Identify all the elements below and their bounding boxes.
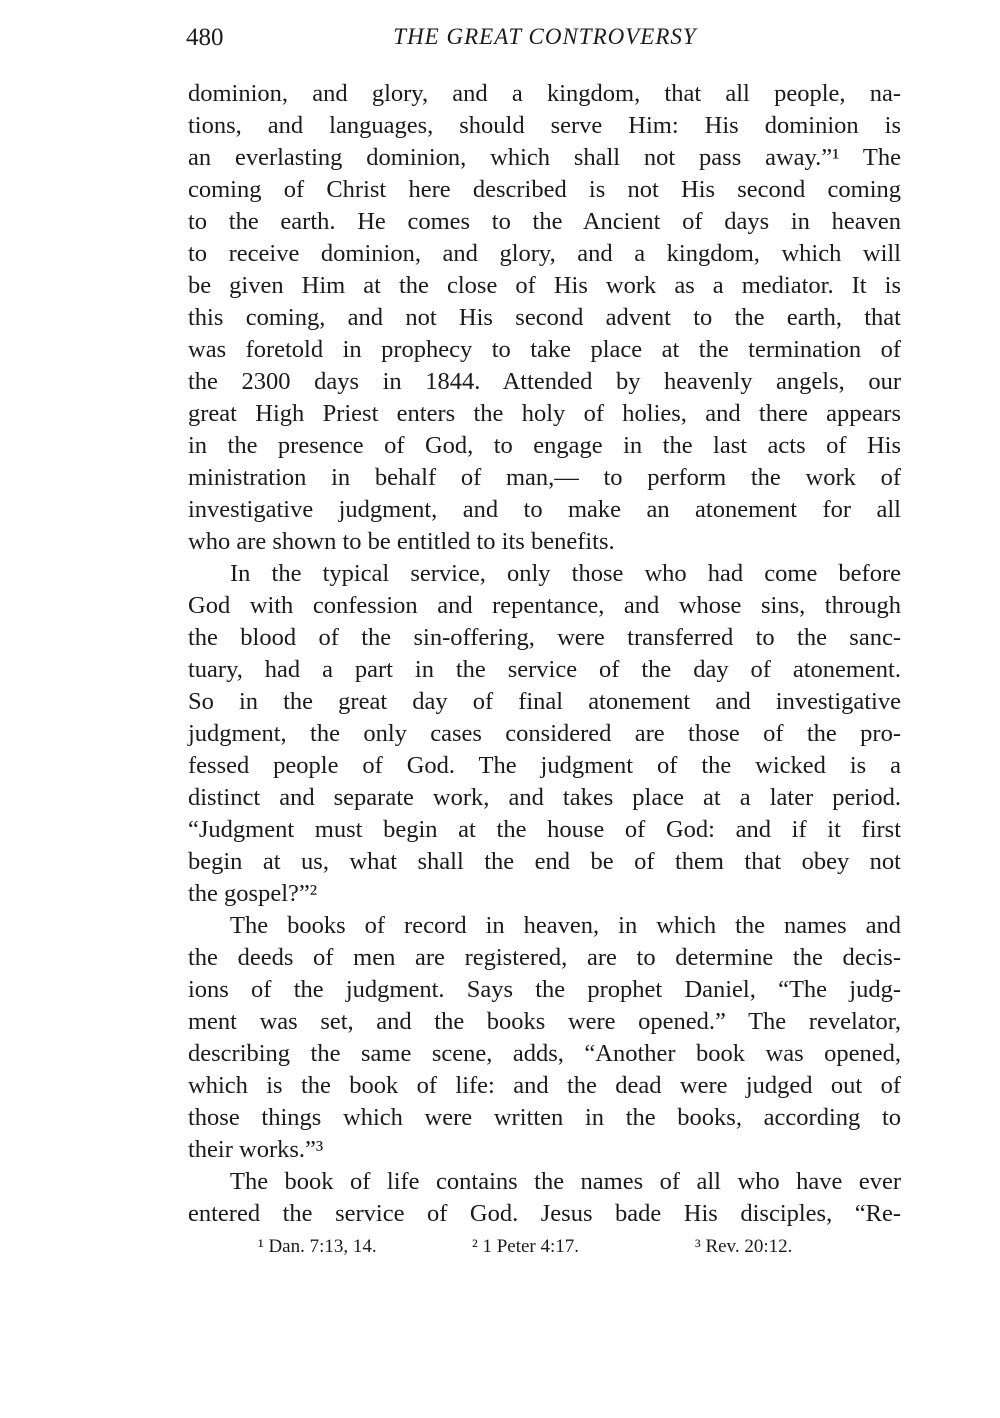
text-line: the deeds of men are registered, are to determine the decis- — [188, 944, 901, 971]
page-body — [188, 78, 901, 1230]
text-line: ions of the judgment. Says the prophet Daniel, “The judg- — [188, 976, 901, 1003]
footnote-1: ¹ Dan. 7:13, 14. — [258, 1236, 377, 1257]
text-line: which is the book of life: and the dead were judged out of — [188, 1072, 901, 1099]
text-line: describing the same scene, adds, “Another book was opened, — [188, 1040, 901, 1067]
text-line: who are shown to be entitled to its benefits. — [188, 528, 615, 555]
text-line: to receive dominion, and glory, and a kingdom, which will — [188, 240, 901, 267]
text-line: distinct and separate work, and takes place at a later period. — [188, 784, 901, 811]
text-line: God with confession and repentance, and whose sins, through — [188, 592, 901, 619]
paragraph — [188, 1166, 901, 1230]
text-line: the gospel?”² — [188, 880, 318, 907]
text-line: to the earth. He comes to the Ancient of days in heaven — [188, 208, 901, 235]
text-line: fessed people of God. The judgment of the wicked is a — [188, 752, 901, 779]
text-line: tions, and languages, should serve Him: His dominion is — [188, 112, 901, 139]
text-line: begin at us, what shall the end be of them that obey not — [188, 848, 901, 875]
footnote-2: ² 1 Peter 4:17. — [472, 1236, 580, 1257]
text-line: The books of record in heaven, in which the names and — [230, 912, 901, 939]
text-line: So in the great day of final atonement and investigative — [188, 688, 901, 715]
footnote-3: ³ Rev. 20:12. — [695, 1236, 793, 1257]
text-line: ministration in behalf of man,— to perform the work of — [188, 464, 901, 491]
text-line: the 2300 days in 1844. Attended by heavenly angels, our — [188, 368, 901, 395]
running-title: THE GREAT CONTROVERSY — [393, 24, 697, 49]
text-line: their works.”³ — [188, 1136, 324, 1163]
text-line: great High Priest enters the holy of holies, and there appears — [188, 400, 901, 427]
text-line: dominion, and glory, and a kingdom, that all people, na- — [188, 80, 901, 107]
text-line: judgment, the only cases considered are those of the pro- — [188, 720, 901, 747]
text-line: ment was set, and the books were opened.” The revelator, — [188, 1008, 901, 1035]
text-line: investigative judgment, and to make an atonement for all — [188, 496, 901, 523]
text-line: In the typical service, only those who had come before — [230, 560, 901, 587]
paragraph — [188, 558, 901, 910]
text-line: entered the service of God. Jesus bade His disciples, “Re- — [188, 1200, 901, 1227]
text-line: in the presence of God, to engage in the last acts of His — [188, 432, 901, 459]
text-line: be given Him at the close of His work as a mediator. It is — [188, 272, 901, 299]
page-number: 480 — [186, 24, 224, 51]
text-line: those things which were written in the books, according to — [188, 1104, 901, 1131]
text-line: “Judgment must begin at the house of God: and if it first — [188, 816, 901, 843]
text-line: The book of life contains the names of all who have ever — [230, 1168, 901, 1195]
paragraph — [188, 78, 901, 558]
text-line: the blood of the sin-offering, were transferred to the sanc- — [188, 624, 901, 651]
paragraph — [188, 910, 901, 1166]
text-line: an everlasting dominion, which shall not pass away.”¹ The — [188, 144, 901, 171]
text-line: was foretold in prophecy to take place at the termination of — [188, 336, 901, 363]
text-line: tuary, had a part in the service of the day of atonement. — [188, 656, 901, 683]
text-line: coming of Christ here described is not His second coming — [188, 176, 901, 203]
text-line: this coming, and not His second advent to the earth, that — [188, 304, 901, 331]
